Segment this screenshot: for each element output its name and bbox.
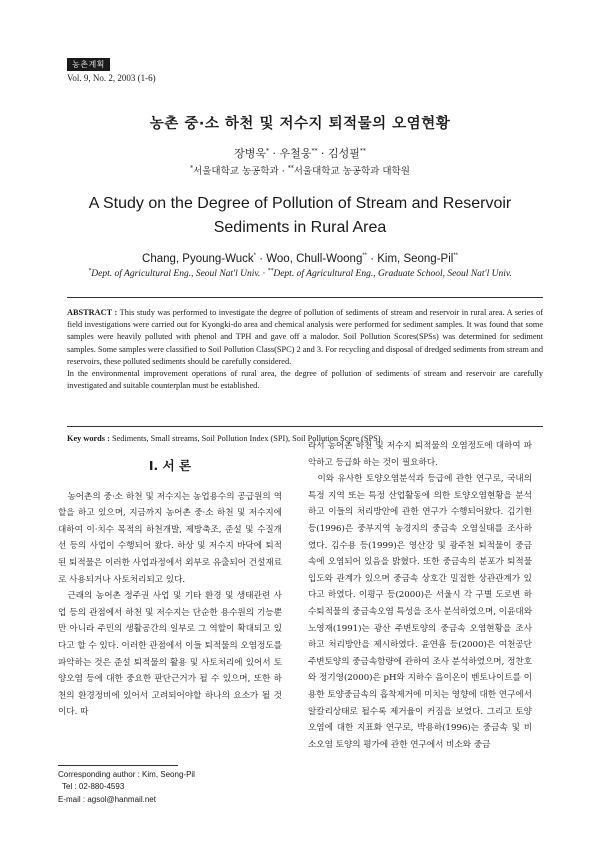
affil-kr-2: 서울대학교 농공학과 대학원	[293, 166, 410, 177]
intro-paragraph-2: 근래의 농어촌 정주권 사업 및 기타 환경 및 생태관련 사업 등의 관점에서 하천 및 저수지는 단순한 용수원의 기능뿐만 아니라 주민의 생활공간의 일부로 그 역할이 확대되고 있다고 할 수 있다. 이러한 관점에서 이들 퇴적물의 오염정도를 파악하는 것은 준설 퇴적물의 활용 및 사토처리에 있어서 토양오염 등에 대한 중요한 판단근거가 될 수 있으며, 또한 하천의 환경정비에 있어서 고려되어야할 하나의 요소가 될 것이다. 따	[58, 591, 282, 718]
author-sep: ·	[256, 253, 267, 265]
authors-english	[0, 253, 600, 265]
abstract	[67, 307, 543, 392]
affil-kr-mark-1: *	[190, 164, 194, 172]
title-korean: 농촌 중·소 하천 및 저수지 퇴적물의 오염현황	[149, 116, 451, 132]
column-right	[308, 438, 532, 753]
author-2-kr-mark: **	[311, 147, 318, 155]
author-3-en-mark: **	[453, 253, 458, 260]
author-sep: ·	[317, 147, 328, 160]
keywords-rule	[67, 426, 543, 427]
volume-line: Vol. 9, No. 2, 2003 (1-6)	[67, 73, 156, 83]
abstract-paragraph-2: In the environmental improvement operations of rural area, the degree of pollution of sediments of stream and reservoir are carefully investigated and suitable counterplan must be established.	[67, 369, 543, 391]
author-1-en-mark: *	[253, 253, 257, 260]
footnote-email: E-mail : agsol@hanmail.net	[58, 794, 156, 804]
affil-kr-mark-2: **	[287, 164, 294, 172]
footnote-rule	[58, 765, 178, 766]
corresponding-author-footnote	[58, 765, 282, 806]
affil-en-2: Dept. of Agricultural Eng., Graduate School, Seoul Nat'l Univ.	[273, 269, 512, 279]
title-english: A Study on the Degree of Pollution of Stream and Reservoir Sediments in Rural Area	[88, 195, 512, 236]
column-left	[58, 446, 282, 721]
affil-kr-1: 서울대학교 농공학과 ·	[193, 166, 288, 177]
section-heading: I. 서 론	[148, 458, 192, 473]
affil-en-1: Dept. of Agricultural Eng., Seoul Nat'l Univ. ·	[91, 269, 268, 279]
footnote-tel: Tel : 02-880-4593	[62, 782, 125, 792]
abstract-top-rule	[67, 297, 543, 298]
keywords-text: Sediments, Small streams, Soil Pollution Index (SPI), Soil Pollution Score (SPS)	[111, 434, 381, 443]
authors-korean	[0, 145, 600, 161]
author-2-en: Woo, Chull-Woong	[266, 253, 363, 265]
author-3-en: Kim, Seong-Pil	[377, 253, 454, 265]
affiliation-english	[40, 269, 560, 279]
intro-paragraph-1: 농어촌의 중·소 하천 및 저수지는 농업용수의 공급원의 역할을 하고 있으며, 지금까지 농어촌 중·소 하천 및 저수지에 대하여 이·치수 목적의 하천개발, 제방축조, 준설 및 수질개선 등의 사업이 수행되어 왔다. 하상 및 저수지 바닥에 퇴적된 퇴적물은 이러한 사업과정에서 외부로 유출되어 건설재료로 사용되거나 사토처리되고 있다.	[58, 491, 282, 585]
author-3-kr: 김성필	[327, 147, 360, 160]
author-3-kr-mark: **	[359, 147, 366, 155]
intro-paragraph-3: 라서 농어촌 하천 및 저수지 퇴적물의 오염정도에 대하여 파악하고 등급화 하는 것이 필요하다.	[308, 441, 532, 468]
affil-en-mark-1: *	[88, 267, 92, 274]
journal-badge: 농촌계획	[67, 58, 110, 71]
affiliation-korean	[0, 163, 600, 177]
keywords-label: Key words :	[67, 434, 110, 443]
abstract-text: This study was performed to investigate the degree of pollution of sediments of stream and reservoir in rural area. A series of field investigations were carried out for Kyongki-do area and chemical analysis were performed for sediment samples. It was found that some samples were heavily polluted with phenol and TPH and gave off a malodor. Soil Pollution Scores(SPSs) was determined for sediment samples. Some samples were classified to Soil Pollution Class(SPC) 2 and 3. For recycling and disposal of dredged sediments from stream and reservoirs, these polluted sediments should be carefully considered.	[67, 308, 543, 366]
intro-paragraph-4: 이와 유사한 토양오염분석과 등급에 관한 연구로, 국내의 특정 지역 또는 특정 산업활동에 의한 토양오염현황을 분석하고 이들의 처리방안에 관한 연구가 수행되어왔다. 김기현 등(1996)은 중부지역 농경지의 중금속 오염실태를 조사하였다. 김수용 등(1999)은 영산강 및 광주천 퇴적물이 중금속에 오염되어 있음을 밝혔다. 또한 중금속의 분포가 퇴적물 입도와 관계가 있으며 중금속 상호간 밀접한 상관관계가 있다고 하였다. 이평구 등(2000)은 서울시 각 구별 도로변 하수퇴적물의 중금속오염 특성을 조사 분석하였으며, 이윤대와 노영재(1991)는 광산 주변토양의 중금속 오염현황을 조사하고 처리방안을 제시하였다. 윤연흠 등(2000)은 여천공단 주변토양의 중금속함량에 관하여 조사 분석하였으며, 정찬호와 정기영(2000)은 pH와 지하수 음이온이 벤토나이트를 이용한 토양중금속의 흡착제거에 미치는 영향에 대한 연구에서 알칼리상태로 될수록 제거율이 커짐을 보였다. 그리고 토양오염에 대한 지표화 연구로, 박용하(1996)는 중금속 및 비소오염 토양의 평가에 관한 연구에서 비소와 중금	[308, 474, 532, 750]
author-sep: ·	[367, 253, 378, 265]
abstract-paragraph-1	[67, 307, 543, 368]
author-2-en-mark: **	[362, 253, 368, 260]
author-2-kr: 우철웅	[279, 147, 312, 160]
author-1-kr-mark: *	[266, 147, 270, 155]
corresponding-author: Corresponding author : Kim, Seong-Pil	[58, 770, 195, 779]
affil-en-mark-2: **	[267, 267, 274, 274]
author-1-kr: 장병욱	[234, 147, 267, 160]
author-1-en: Chang, Pyoung-Wuck	[142, 253, 254, 265]
abstract-label: ABSTRACT :	[67, 308, 118, 317]
author-sep: ·	[269, 147, 280, 160]
